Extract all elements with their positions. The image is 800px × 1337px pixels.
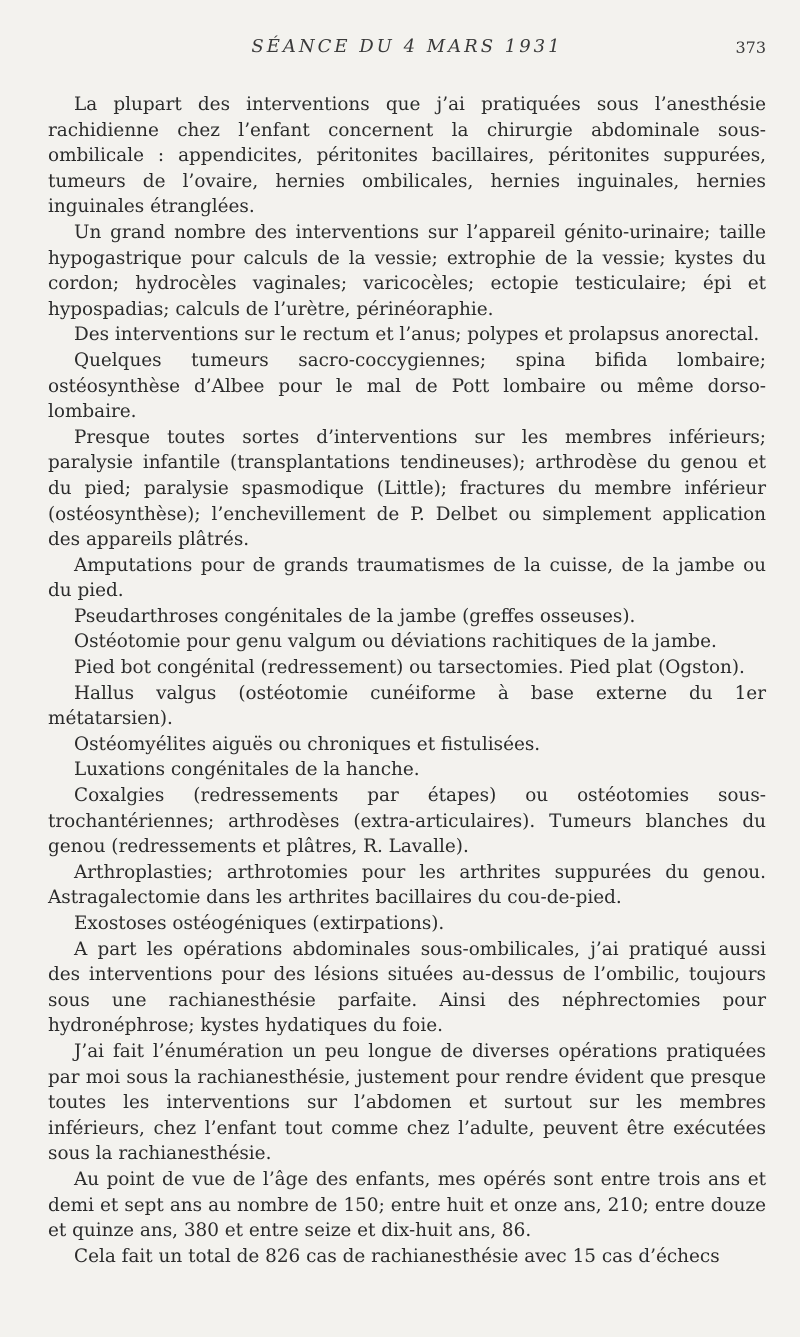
paragraph: La plupart des interventions que j’ai pratiquées sous l’anesthésie rachidienne chez l’enfant concernent la chirurgie abdominale sous-ombilicale : appendicites, péritonites bacillaires, péritonites suppurées, tumeurs de l’ovaire, hernies ombilicales, hernies inguinales, hernies inguinales étranglées. xyxy=(48,94,766,218)
paragraph: Luxations congénitales de la hanche. xyxy=(74,759,420,781)
page-number: 373 xyxy=(735,38,766,57)
paragraph: Quelques tumeurs sacro-coccygiennes; spina bifida lombaire; ostéosynthèse d’Albee pour le mal de Pott lombaire ou même dorso-lombaire. xyxy=(48,349,766,423)
paragraph: Arthroplasties; arthrotomies pour les arthrites suppurées du genou. Astragalectomie dans les arthrites bacillaires du cou-de-pied. xyxy=(48,861,766,909)
paragraph: Un grand nombre des interventions sur l’appareil génito-urinaire; taille hypogastrique pour calculs de la vessie; extrophie de la vessie; kystes du cordon; hydrocèles vaginales; varicocèles; ectopie testiculaire; épi et hypospadias; calculs de l’urètre, périnéoraphie. xyxy=(48,221,766,320)
page-header xyxy=(48,36,766,66)
paragraph: Cela fait un total de 826 cas de rachianesthésie avec 15 cas d’échecs xyxy=(74,1245,720,1267)
paragraph: A part les opérations abdominales sous-ombilicales, j’ai pratiqué aussi des interventions pour des lésions situées au-dessus de l’ombilic, toujours sous une rachianesthésie parfaite. Ainsi des néphrectomies pour hydronéphrose; kystes hydatiques du foie. xyxy=(48,938,766,1037)
paragraph: Ostéomyélites aiguës ou chroniques et fistulisées. xyxy=(74,733,541,755)
paragraph: Pseudarthroses congénitales de la jambe (greffes osseuses). xyxy=(74,605,636,627)
paragraph: Presque toutes sortes d’interventions sur les membres inférieurs; paralysie infantile (transplantations tendineuses); arthrodèse du genou et du pied; paralysie spasmodique (Little); fractures du membre inférieur (ostéosynthèse); l’enchevillement de P. Delbet ou simplement application des appareils plâtrés. xyxy=(48,426,766,551)
body-text xyxy=(48,92,766,1269)
paragraph: Des interventions sur le rectum et l’anus; polypes et prolapsus anorectal. xyxy=(74,324,760,346)
paragraph: J’ai fait l’énumération un peu longue de diverses opérations pratiquées par moi sous la rachianesthésie, justement pour rendre évident que presque toutes les interventions sur l’abdomen et surtout sur les membres inférieurs, chez l’enfant tout comme chez l’adulte, peuvent être exécutées sous la rachianesthésie. xyxy=(48,1040,766,1165)
running-title: SÉANCE DU 4 MARS 1931 xyxy=(251,36,563,57)
paragraph: Amputations pour de grands traumatismes de la cuisse, de la jambe ou du pied. xyxy=(48,554,766,602)
paragraph: Au point de vue de l’âge des enfants, mes opérés sont entre trois ans et demi et sept ans au nombre de 150; entre huit et onze ans, 210; entre douze et quinze ans, 380 et entre seize et dix-huit ans, 86. xyxy=(48,1168,766,1242)
paragraph: Exostoses ostéogéniques (extirpations). xyxy=(74,913,445,934)
paragraph: Ostéotomie pour genu valgum ou déviations rachitiques de la jambe. xyxy=(74,631,717,653)
paragraph: Pied bot congénital (redressement) ou tarsectomies. Pied plat (Ogston). xyxy=(74,657,745,679)
paragraph: Coxalgies (redressements par étapes) ou ostéotomies sous-trochantériennes; arthrodèses (extra-articulaires). Tumeurs blanches du genou (redressements et plâtres, R. Lavalle). xyxy=(48,785,766,858)
paragraph: Hallus valgus (ostéotomie cunéiforme à base externe du 1er métatarsien). xyxy=(48,682,766,730)
